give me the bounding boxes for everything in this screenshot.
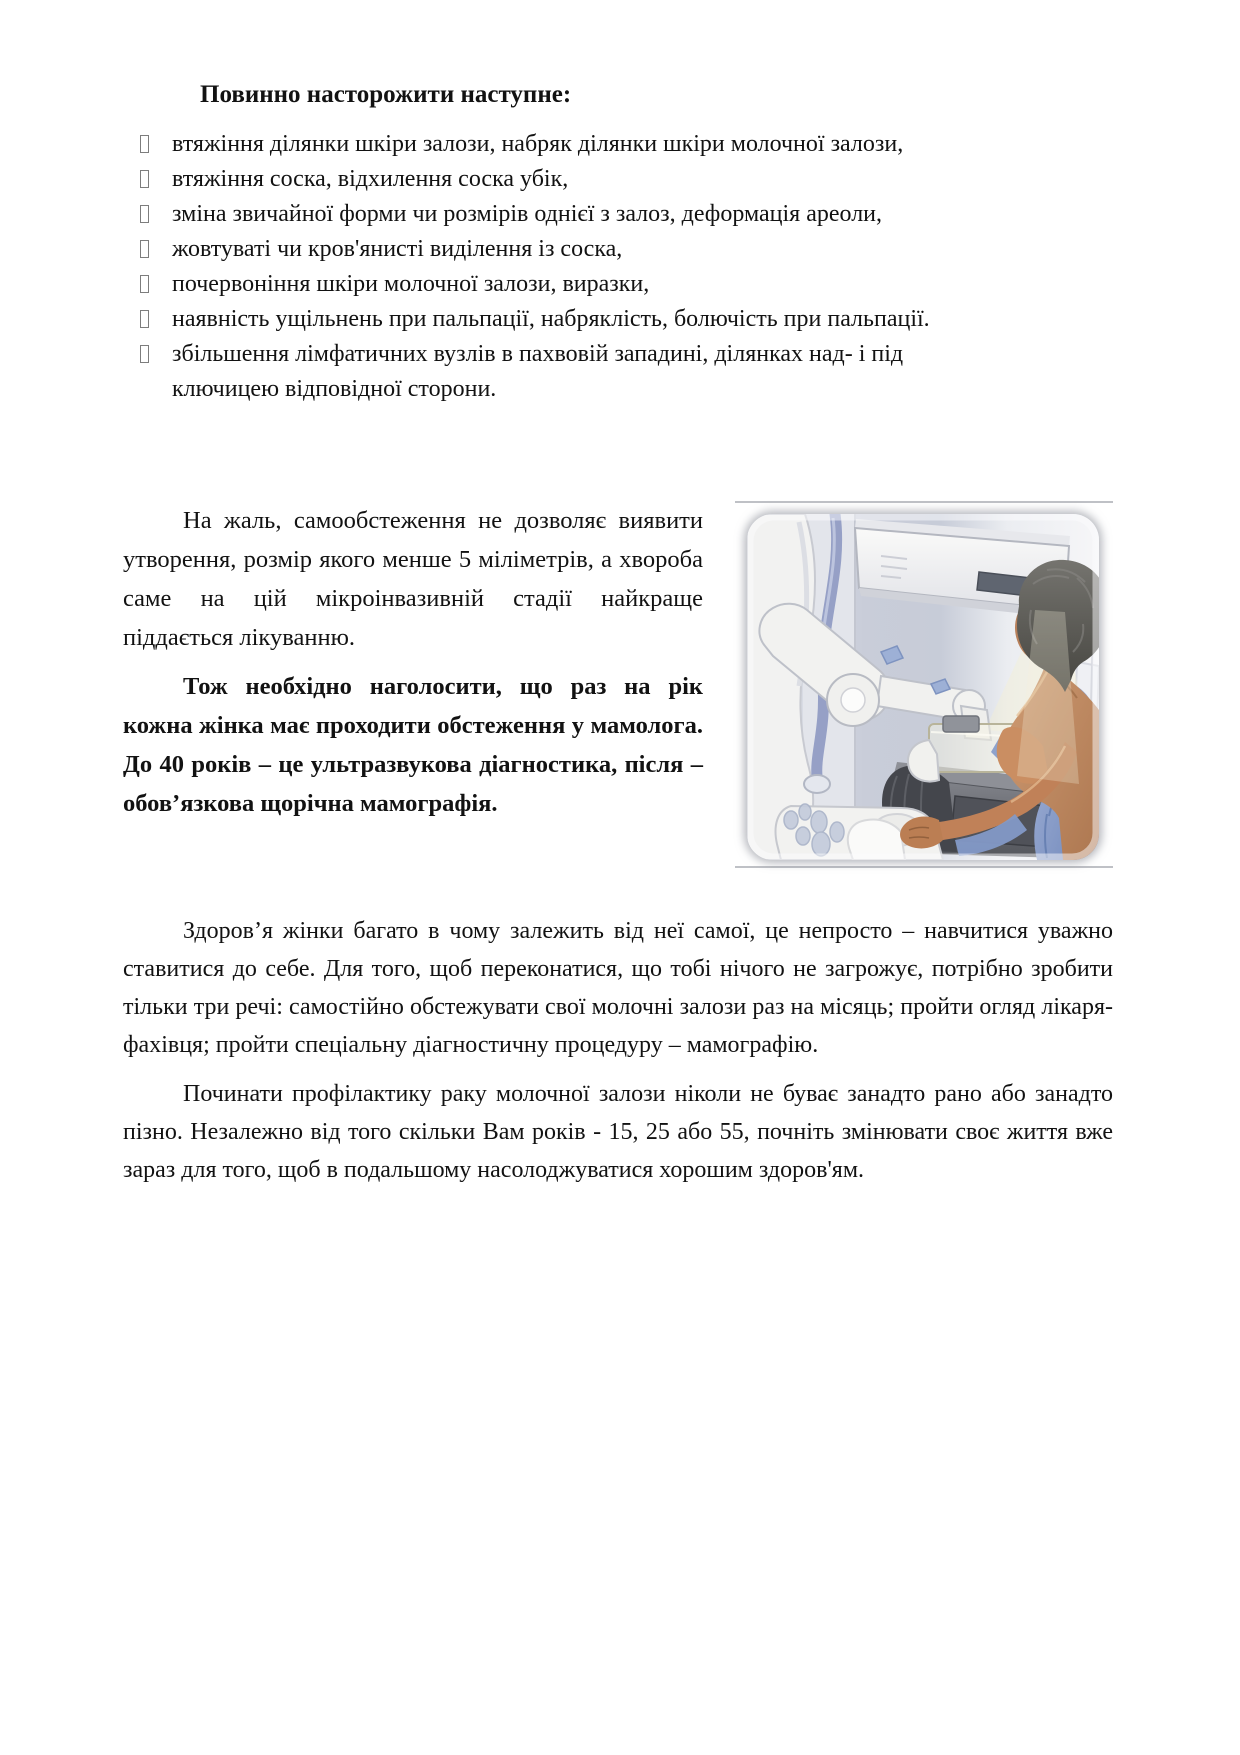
mammography-illustration-svg [747,514,1099,860]
paragraph-prevention: Починати профілактику раку молочної залози ніколи не буває занадто рано або занадто пізно. Незалежно від того скільки Вам років - 15, 25 або 55, почніть змінювати своє життя вже зараз для того, щоб в подальшому насолоджуватися хорошим здоров'ям. [123,1081,1113,1183]
list-item-text: почервоніння шкіри молочної залози, виразки, [172,271,650,297]
mammography-illustration [747,514,1099,860]
list-item-text: наявність ущільнень при пальпації, набряклість, болючість при пальпації. [172,306,930,332]
missing-glyph-bullet-icon [140,240,149,258]
list-item [123,337,1055,407]
missing-glyph-bullet-icon [140,170,149,188]
missing-glyph-bullet-icon [140,310,149,328]
list-item [123,267,1055,302]
missing-glyph-bullet-icon [140,345,149,363]
paragraph-emphasis: Тож необхідно наголосити, що раз на рік кожна жінка має проходити обстеження у мамолога. До 40 років – це ультразвукова діагностика, після – обов’язкова щорічна мамографія. [123,673,703,817]
warning-list [123,127,1113,407]
list-item [123,127,1055,162]
missing-glyph-bullet-icon [140,135,149,153]
paragraph-health: Здоров’я жінки багато в чому залежить від неї самої, це непросто – навчитися уважно ставитися до себе. Для того, щоб переконатися, що тобі нічого не загрожує, потрібно зробити тільки три речі: самостійно обстежувати свої молочні залози раз на місяць; пройти огляд лікаря-фахівця; пройти спеціальну діагностичну процедуру – мамографію. [123,918,1113,1058]
paragraph-self-exam: На жаль, самообстеження не дозволяє виявити утворення, розмір якого менше 5 міліметрів, а хвороба саме на цій мікроінвазивній стадії найкраще піддається лікуванню. [123,507,703,651]
section-heading: Повинно насторожити наступне: [200,81,572,108]
list-item-text: жовтуваті чи кров'янисті виділення із соска, [172,236,623,262]
list-item [123,162,1055,197]
list-item-text: втяжіння соска, відхилення соска убік, [172,166,569,192]
figure-frame [735,501,1113,868]
list-item-text: збільшення лімфатичних вузлів в пахвовій западині, ділянках над- і під [172,341,904,367]
missing-glyph-bullet-icon [140,275,149,293]
left-text-column [123,501,703,868]
list-item [123,302,1055,337]
list-item-text-continuation: ключицею відповідної сторони. [172,376,497,402]
list-item [123,197,1055,232]
list-item-text: втяжіння ділянки шкіри залози, набряк ділянки шкіри молочної залози, [172,131,904,157]
list-item-text: зміна звичайної форми чи розмірів однієї з залоз, деформація ареоли, [172,201,883,227]
text-and-image-section [123,501,1113,868]
list-item [123,232,1055,267]
missing-glyph-bullet-icon [140,205,149,223]
